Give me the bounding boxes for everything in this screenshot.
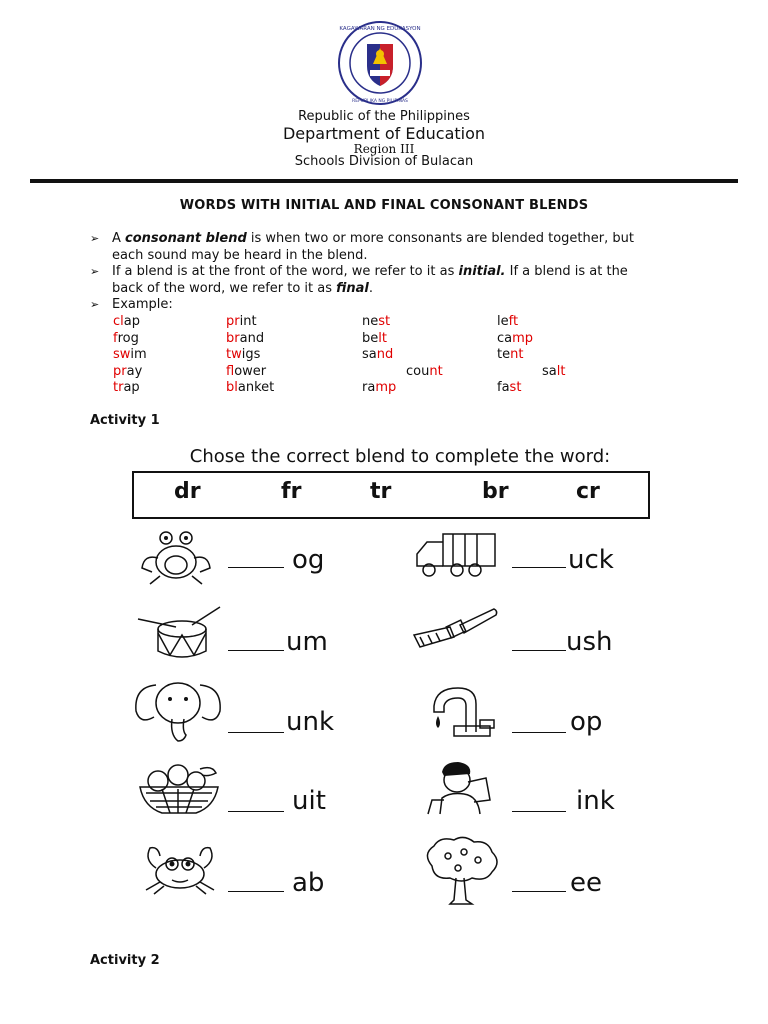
example-word: clap	[113, 314, 140, 329]
activity-2-label: Activity 2	[90, 953, 160, 968]
example-word: print	[226, 314, 257, 329]
worksheet-title: WORDS WITH INITIAL AND FINAL CONSONANT BLENDS	[179, 198, 589, 213]
blend-choice-br: br	[482, 479, 509, 504]
word-ending-uck: uck	[568, 545, 614, 575]
example-word: sand	[362, 347, 394, 362]
seal-text-bottom: REPUBLIKA NG PILIPINAS	[352, 99, 408, 104]
example-word: frog	[113, 330, 139, 346]
blend-choice-dr: dr	[174, 479, 201, 504]
arrow-bullet-icon: ➢	[90, 265, 100, 278]
example-word: ramp	[362, 380, 397, 395]
example-word: count	[406, 363, 443, 379]
word-ending-ink: ink	[576, 786, 615, 816]
republic-line: Republic of the Philippines	[298, 109, 470, 124]
bullet-initial-final: ➢ If a blend is at the front of the word, we refer to it as initial. If a blend is at the back of the word, we refer to it as final.	[90, 264, 628, 296]
example-word: trap	[113, 380, 140, 395]
example-word: salt	[542, 363, 566, 379]
example-word: brand	[226, 330, 265, 346]
example-word: camp	[497, 330, 534, 346]
boy-drinking-icon	[420, 760, 500, 816]
answer-blank	[228, 732, 284, 733]
term-final: final	[336, 280, 369, 296]
tree-icon	[420, 836, 502, 906]
example-word: nest	[362, 314, 391, 329]
example-word: pray	[113, 363, 143, 379]
division-line: Schools Division of Bulacan	[294, 154, 474, 169]
truck-icon	[413, 530, 499, 578]
example-word: left	[497, 314, 519, 329]
example-word: blanket	[226, 380, 275, 395]
bullet-definition: ➢ A consonant blend is when two or more consonants are blended together, but each sound may be heard in the blend.	[90, 231, 634, 263]
example-column-1	[113, 314, 147, 397]
example-word: swim	[113, 347, 147, 362]
faucet-drop-icon	[414, 682, 500, 742]
arrow-bullet-icon: ➢	[90, 298, 100, 311]
example-word: flower	[226, 363, 267, 379]
blend-choice-fr: fr	[281, 479, 302, 504]
region-line: Region III	[353, 142, 415, 156]
blend-choices-box	[132, 471, 650, 519]
example-column-4	[497, 314, 565, 397]
term-initial: initial.	[458, 264, 506, 279]
blend-choice-cr: cr	[576, 479, 600, 504]
example-word: twigs	[226, 347, 261, 362]
answer-blank	[228, 811, 284, 812]
header-rule	[30, 179, 738, 183]
example-word: tent	[497, 347, 524, 362]
paint-brush-icon	[410, 605, 500, 651]
blend-choice-tr: tr	[370, 479, 392, 504]
answer-blank	[228, 650, 284, 651]
seal-text-top: KAGAWARAN NG EDUKASYON	[339, 26, 421, 32]
word-ending-ee: ee	[570, 868, 602, 898]
word-ending-um: um	[286, 627, 328, 657]
fruit-basket-icon	[136, 763, 222, 815]
word-ending-op: op	[570, 707, 603, 737]
word-ending-ush: ush	[566, 627, 613, 657]
answer-blank	[512, 732, 566, 733]
arrow-bullet-icon: ➢	[90, 232, 100, 245]
answer-blank	[512, 650, 566, 651]
elephant-icon	[132, 677, 224, 743]
answer-blank	[512, 891, 566, 892]
example-word: fast	[497, 380, 522, 395]
deped-seal-logo	[337, 20, 423, 106]
crab-icon	[140, 842, 220, 896]
drum-icon	[136, 603, 224, 661]
answer-blank	[512, 567, 566, 568]
activity-heading: Chose the correct blend to complete the word:	[189, 446, 611, 467]
bullet-example: ➢ Example:	[90, 297, 173, 312]
word-ending-unk: unk	[286, 707, 335, 737]
example-column-3	[362, 314, 443, 397]
answer-blank	[228, 891, 284, 892]
answer-blank	[228, 567, 284, 568]
frog-icon	[138, 528, 214, 586]
example-word: belt	[362, 330, 387, 346]
word-ending-og: og	[292, 545, 325, 575]
department-line: Department of Education	[282, 124, 486, 143]
word-ending-uit: uit	[292, 786, 326, 816]
word-ending-ab: ab	[292, 868, 325, 898]
term-consonant-blend: consonant blend	[125, 231, 247, 246]
answer-blank	[512, 811, 566, 812]
example-column-2	[226, 314, 274, 397]
activity-1-label: Activity 1	[90, 413, 160, 428]
